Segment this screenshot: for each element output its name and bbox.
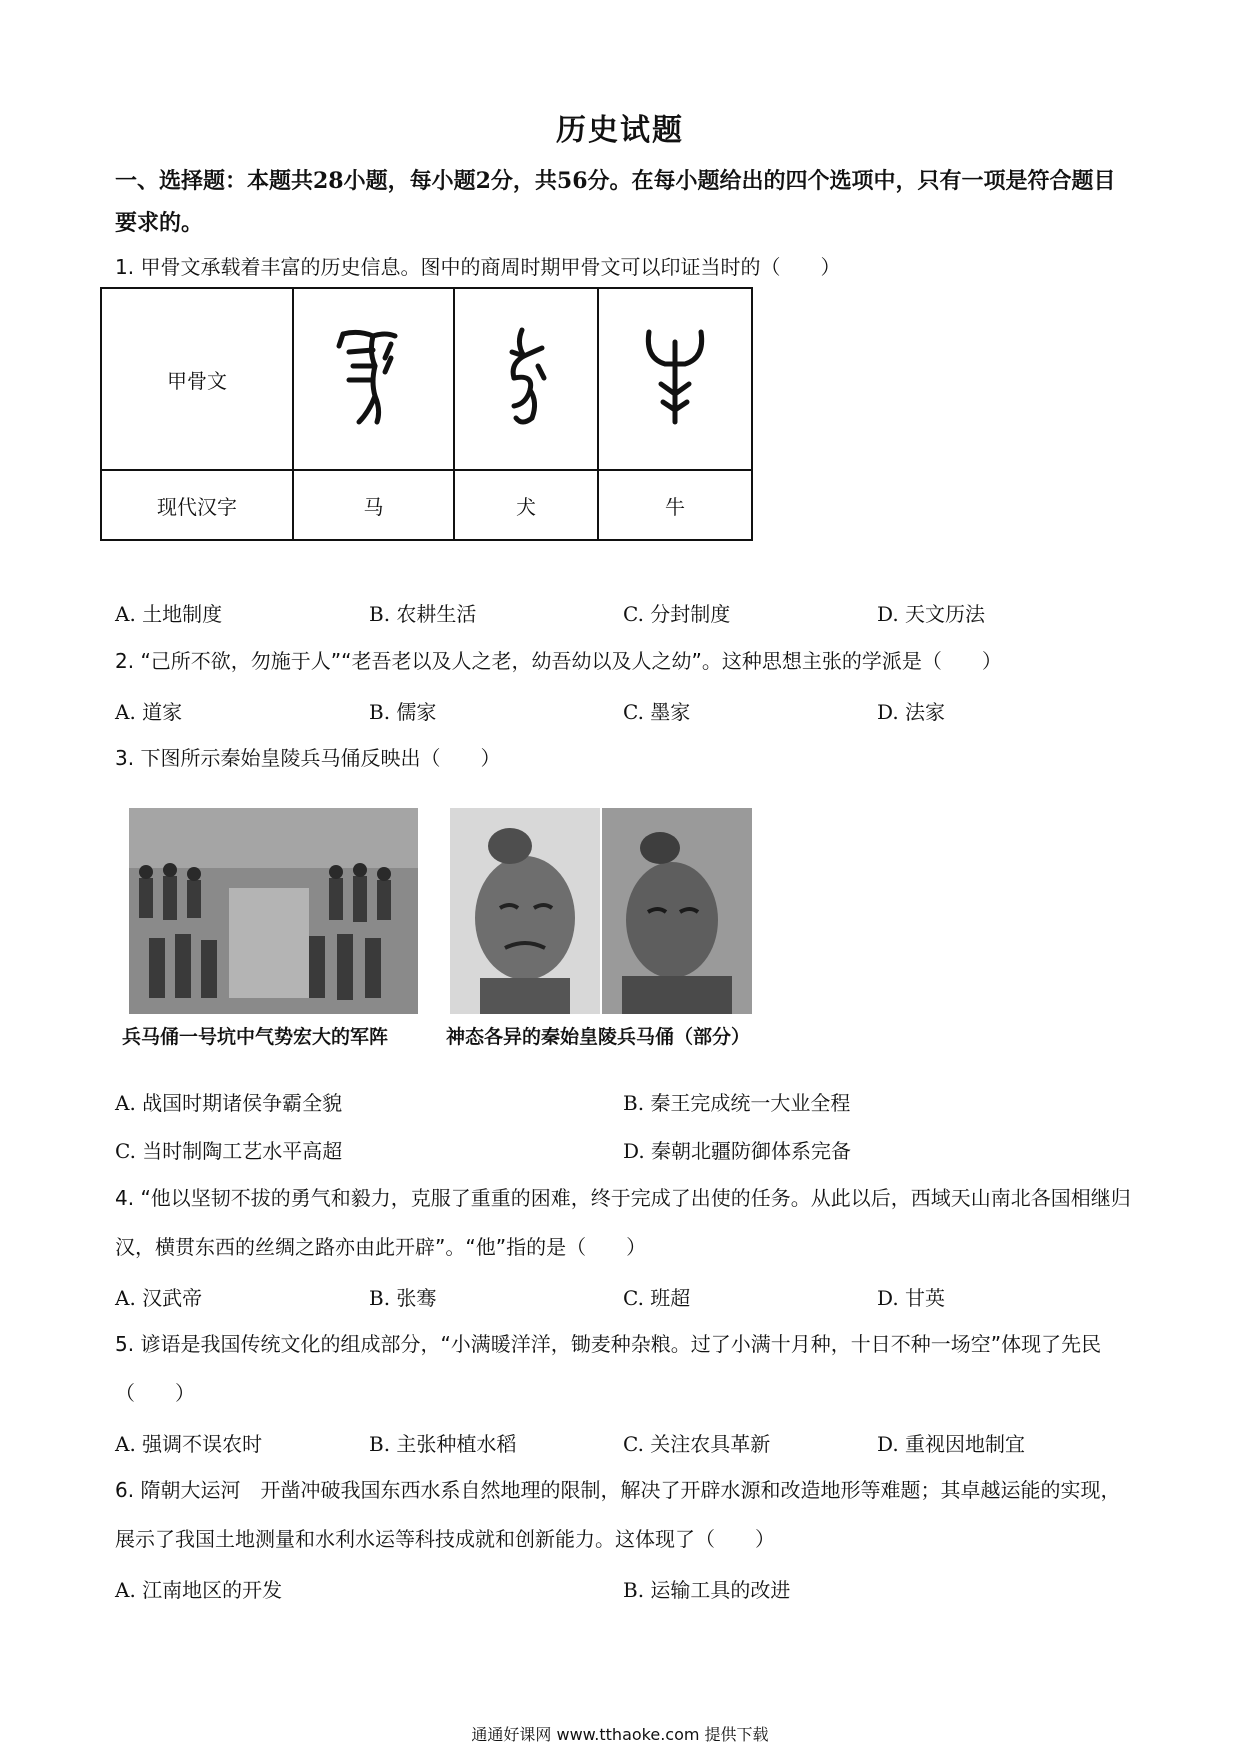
modern-char-ox: 牛: [598, 470, 752, 540]
question-6-options: [115, 1574, 1135, 1614]
warrior-face-image: [602, 808, 752, 1014]
option-a[interactable]: A. 战国时期诸侯争霸全貌: [115, 1091, 343, 1115]
option-c[interactable]: C. 当时制陶工艺水平高超: [115, 1139, 343, 1163]
question-5-stem: 5. 谚语是我国传统文化的组成部分，“小满暖洋洋，锄麦种杂粮。过了小满十月种，十日不种一场空”体现了先民（ ）: [115, 1332, 1102, 1405]
option-b[interactable]: B. 儒家: [369, 700, 437, 724]
option-a[interactable]: A. 强调不误农时: [115, 1432, 263, 1456]
question-1-stem: 1. 甲骨文承载着丰富的历史信息。图中的商周时期甲骨文可以印证当时的（ ）: [115, 255, 841, 279]
warrior-face-image: [450, 808, 600, 1014]
option-d[interactable]: D. 甘英: [877, 1286, 946, 1310]
option-d[interactable]: D. 秦朝北疆防御体系完备: [623, 1139, 852, 1163]
option-b[interactable]: B. 秦王完成统一大业全程: [623, 1091, 851, 1115]
question-4-stem: 4. “他以坚韧不拔的勇气和毅力，克服了重重的困难，终于完成了出使的任务。从此以后，西域天山南北各国相继归汉，横贯东西的丝绸之路亦由此开辟”。“他”指的是（ ）: [115, 1186, 1131, 1259]
option-c[interactable]: C. 分封制度: [623, 602, 731, 626]
oracle-glyph-dog: [454, 288, 598, 470]
dog-glyph-icon: [486, 322, 566, 432]
option-a[interactable]: A. 土地制度: [115, 602, 223, 626]
question-3-stem: 3. 下图所示秦始皇陵兵马俑反映出（ ）: [115, 746, 501, 770]
caption-army-formation: 兵马俑一号坑中气势宏大的军阵: [122, 1026, 389, 1048]
option-c[interactable]: C. 班超: [623, 1286, 691, 1310]
table-row-label-oracle: 甲骨文: [101, 288, 293, 470]
ox-glyph-icon: [635, 322, 715, 432]
modern-char-dog: 犬: [454, 470, 598, 540]
option-d[interactable]: D. 天文历法: [877, 602, 986, 626]
terracotta-army-pit-photo: [129, 808, 418, 1014]
question-6-stem: 6. 隋朝大运河 开凿冲破我国东西水系自然地理的限制，解决了开辟水源和改造地形等难题；其卓越运能的实现，展示了我国土地测量和水利水运等科技成就和创新能力。这体现了（ ）: [115, 1478, 1121, 1551]
horse-glyph-icon: [329, 322, 419, 432]
question-2-stem: 2. “己所不欲，勿施于人”“老吾老以及人之老，幼吾幼以及人之幼”。这种思想主张的学派是（ ）: [115, 649, 1002, 673]
question-5-options: [115, 1428, 1135, 1468]
question-1-options: [115, 598, 1135, 638]
page-title: 历史试题: [556, 113, 684, 148]
caption-warrior-faces: 神态各异的秦始皇陵兵马俑（部分）: [446, 1026, 751, 1048]
question-3-options-row-2: [115, 1135, 1135, 1175]
oracle-bone-table: [100, 287, 753, 541]
option-a[interactable]: A. 道家: [115, 700, 183, 724]
option-a[interactable]: A. 江南地区的开发: [115, 1578, 283, 1602]
option-c[interactable]: C. 墨家: [623, 700, 691, 724]
option-b[interactable]: B. 主张种植水稻: [369, 1432, 517, 1456]
army-formation-image: [129, 808, 418, 1014]
oracle-glyph-horse: [293, 288, 454, 470]
terracotta-warrior-face-photo-1: [450, 808, 600, 1014]
option-a[interactable]: A. 汉武帝: [115, 1286, 203, 1310]
option-b[interactable]: B. 张骞: [369, 1286, 437, 1310]
option-b[interactable]: B. 运输工具的改进: [623, 1578, 791, 1602]
question-3-options-row-1: [115, 1087, 1135, 1127]
question-2-options: [115, 696, 1135, 736]
section-heading: 一、选择题：本题共28小题，每小题2分，共56分。在每小题给出的四个选项中，只有一项是符合题目要求的。: [115, 168, 1116, 236]
oracle-glyph-ox: [598, 288, 752, 470]
option-d[interactable]: D. 法家: [877, 700, 946, 724]
page-footer: 通通好课网 www.tthaoke.com 提供下载: [471, 1725, 769, 1744]
question-4-options: [115, 1282, 1135, 1322]
option-b[interactable]: B. 农耕生活: [369, 602, 477, 626]
table-row-label-modern: 现代汉字: [101, 470, 293, 540]
option-c[interactable]: C. 关注农具革新: [623, 1432, 771, 1456]
modern-char-horse: 马: [293, 470, 454, 540]
option-d[interactable]: D. 重视因地制宜: [877, 1432, 1026, 1456]
terracotta-warrior-face-photo-2: [602, 808, 752, 1014]
